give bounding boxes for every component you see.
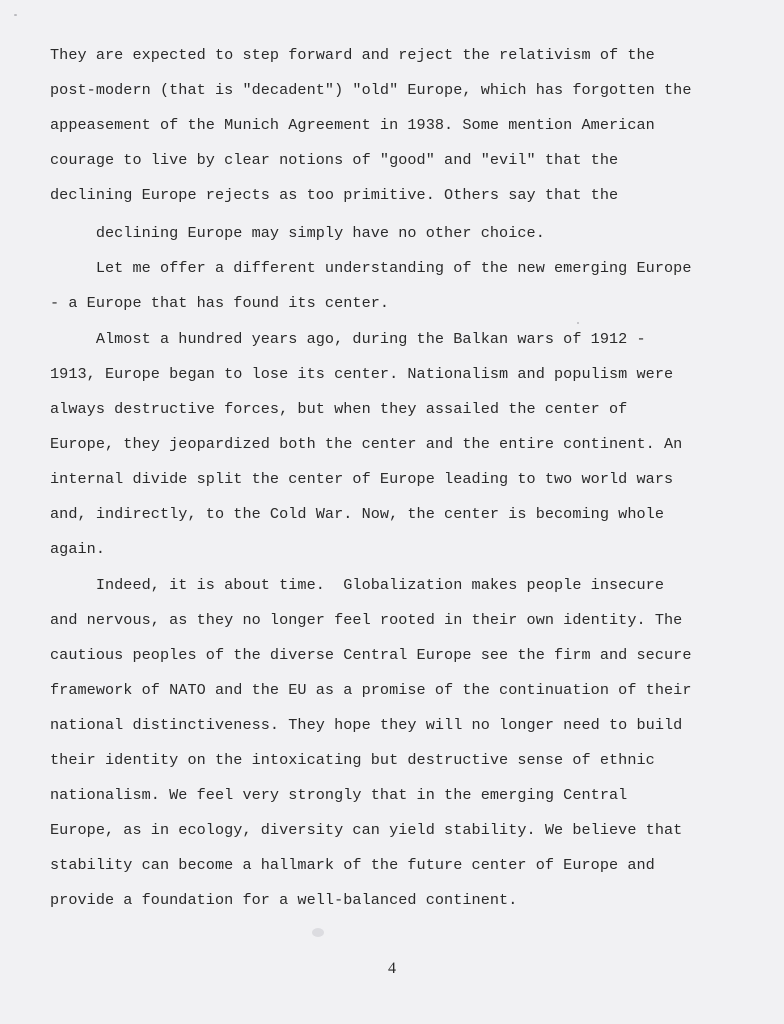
text-line: internal divide split the center of Europe leading to two world wars	[50, 470, 674, 488]
page-number: 4	[388, 960, 396, 977]
text-line: stability can become a hallmark of the future center of Europe and	[50, 856, 655, 874]
text-line: and, indirectly, to the Cold War. Now, the center is becoming whole	[50, 505, 664, 523]
text-line: national distinctiveness. They hope they will no longer need to build	[50, 716, 683, 734]
text-line: provide a foundation for a well-balanced continent.	[50, 891, 518, 909]
text-line: courage to live by clear notions of "good" and "evil" that the	[50, 151, 619, 169]
text-line: their identity on the intoxicating but destructive sense of ethnic	[50, 751, 655, 769]
text-line: again.	[50, 540, 105, 558]
text-line: Indeed, it is about time. Globalization makes people insecure	[50, 576, 664, 594]
text-line: and nervous, as they no longer feel rooted in their own identity. The	[50, 611, 683, 629]
text-line: post-modern (that is "decadent") "old" Europe, which has forgotten the	[50, 81, 692, 99]
text-line: Europe, they jeopardized both the center and the entire continent. An	[50, 435, 683, 453]
text-line: Let me offer a different understanding of the new emerging Europe	[50, 259, 692, 277]
text-line: They are expected to step forward and reject the relativism of the	[50, 46, 655, 64]
scan-speck	[577, 322, 579, 324]
text-line: declining Europe may simply have no other choice.	[50, 224, 545, 242]
text-line: always destructive forces, but when they assailed the center of	[50, 400, 628, 418]
scan-speck	[14, 14, 17, 16]
text-line: nationalism. We feel very strongly that in the emerging Central	[50, 786, 628, 804]
scan-speck	[312, 928, 324, 937]
text-line: Almost a hundred years ago, during the Balkan wars of 1912 -	[50, 330, 646, 348]
text-line: appeasement of the Munich Agreement in 1938. Some mention American	[50, 116, 655, 134]
text-line: - a Europe that has found its center.	[50, 294, 390, 312]
text-line: Europe, as in ecology, diversity can yield stability. We believe that	[50, 821, 683, 839]
text-line: 1913, Europe began to lose its center. Nationalism and populism were	[50, 365, 674, 383]
text-line: declining Europe rejects as too primitive. Others say that the	[50, 186, 619, 204]
text-line: framework of NATO and the EU as a promise of the continuation of their	[50, 681, 692, 699]
text-line: cautious peoples of the diverse Central Europe see the firm and secure	[50, 646, 692, 664]
